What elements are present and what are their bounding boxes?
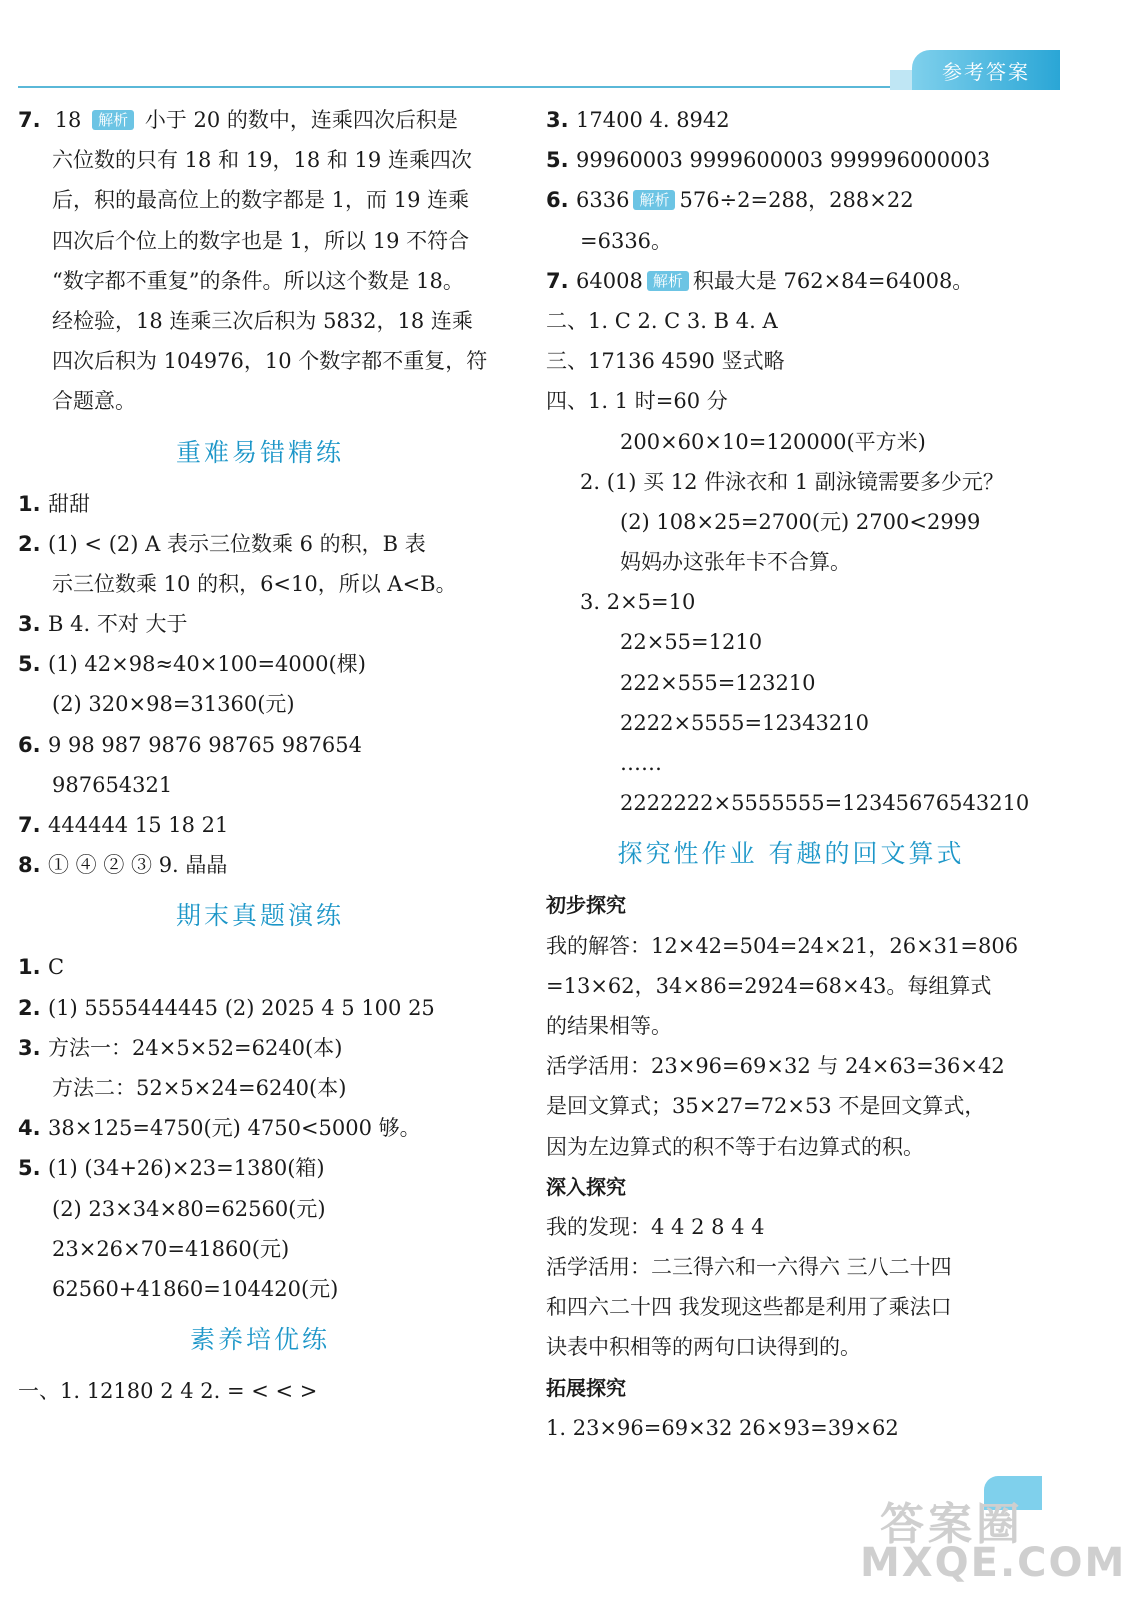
subheading: 拓展探究 bbox=[546, 1375, 626, 1400]
answer-line: 200×60×10=120000(平方米) bbox=[620, 429, 926, 454]
q7-text: 后，积的最高位上的数字都是 1，而 19 连乘 bbox=[52, 188, 470, 213]
q7-text: “数字都不重复”的条件。所以这个数是 18。 bbox=[52, 268, 464, 293]
right-column bbox=[546, 100, 1036, 1448]
answer-line bbox=[18, 988, 502, 1028]
analysis-text: 积最大是 762×84=64008。 bbox=[692, 268, 974, 293]
item-number: 3. bbox=[546, 108, 569, 132]
section-title: 探究性作业 有趣的回文算式 bbox=[617, 839, 965, 869]
answer-line: 四、1. 1 时=60 分 bbox=[546, 389, 728, 414]
subheading: 深入探究 bbox=[546, 1174, 626, 1199]
item-number: 1. bbox=[18, 491, 41, 516]
subheading: 初步探究 bbox=[546, 893, 626, 918]
paragraph-line: 活学活用：二三得六和一六得六 三八二十四 bbox=[546, 1255, 952, 1280]
item-number: 5. bbox=[546, 148, 569, 173]
item-number: 6. bbox=[546, 188, 569, 213]
answer-text: 99960003 9999600003 999996000003 bbox=[576, 148, 991, 173]
q7-text: 四次后积为 104976，10 个数字都不重复，符 bbox=[52, 349, 488, 374]
item-number: 1. bbox=[18, 955, 41, 980]
answer-line bbox=[18, 564, 502, 604]
left-column bbox=[18, 100, 502, 1411]
answer-line bbox=[18, 947, 502, 987]
header-rule bbox=[18, 86, 1028, 88]
paragraph-line: 诀表中积相等的两句口诀得到的。 bbox=[546, 1335, 861, 1360]
q7-text: 六位数的只有 18 和 19，18 和 19 连乘四次 bbox=[52, 148, 472, 173]
answer-line bbox=[18, 1189, 502, 1229]
answer-text: 444444 15 18 21 bbox=[48, 813, 229, 837]
answer-text: C bbox=[48, 955, 65, 980]
answer-line: 2. (1) 买 12 件泳衣和 1 副泳镜需要多少元？ bbox=[580, 469, 1004, 494]
item-number: 5. bbox=[18, 1156, 41, 1181]
answer-text: 62560+41860=104420(元) bbox=[52, 1276, 339, 1301]
answer-text: 23×26×70=41860(元) bbox=[52, 1236, 290, 1261]
answer-line bbox=[18, 765, 502, 805]
answer-line: …… bbox=[620, 751, 662, 775]
answer-line bbox=[18, 725, 502, 765]
answer-text: 方法一：24×5×52=6240(本) bbox=[48, 1035, 343, 1060]
answer-line bbox=[546, 221, 1036, 261]
answer-line: 2222×5555=12343210 bbox=[620, 710, 869, 735]
analysis-tag: 解析 bbox=[647, 271, 689, 291]
item-number: 8. bbox=[18, 853, 41, 878]
answer-line bbox=[18, 484, 502, 524]
paragraph-line: 是回文算式；35×27=72×53 不是回文算式， bbox=[546, 1094, 986, 1119]
item-number: 2. bbox=[18, 995, 41, 1020]
answer-line: 1. 23×96=69×32 26×93=39×62 bbox=[546, 1415, 899, 1440]
item-number: 7. bbox=[18, 813, 41, 837]
answer-text: (1) (34+26)×23=1380(箱) bbox=[48, 1156, 325, 1181]
section-title: 素养培优练 bbox=[189, 1325, 330, 1355]
answer-text: ① ④ ② ③ 9. 晶晶 bbox=[48, 853, 228, 878]
answer-line: 2222222×5555555=12345676543210 bbox=[620, 791, 1030, 816]
answer-line: 一、1. 12180 2 4 2. = < < > bbox=[18, 1379, 318, 1404]
paragraph-line: 活学活用：23×96=69×32 与 24×63=36×42 bbox=[546, 1054, 1005, 1079]
paragraph-line: 的结果相等。 bbox=[546, 1013, 672, 1038]
item-number: 5. bbox=[18, 652, 41, 677]
item-number: 3. bbox=[18, 1035, 41, 1060]
item-number: 6. bbox=[18, 732, 41, 757]
item-number: 2. bbox=[18, 531, 41, 556]
item-number: 4. bbox=[18, 1116, 41, 1141]
q7-number: 7. bbox=[18, 108, 41, 132]
answer-text: (1) < (2) A 表示三位数乘 6 的积，B 表 bbox=[48, 531, 426, 556]
answer-line bbox=[18, 524, 502, 564]
answer-key-badge: 参考答案 bbox=[912, 50, 1060, 90]
answer-text: 甜甜 bbox=[48, 491, 90, 516]
item-number: 3. bbox=[18, 612, 41, 637]
answer-text: 987654321 bbox=[52, 772, 173, 797]
analysis-tag: 解析 bbox=[633, 190, 675, 210]
answer-line: 三、17136 4590 竖式略 bbox=[546, 349, 785, 374]
answer-line bbox=[18, 805, 502, 845]
answer-line bbox=[18, 1229, 502, 1269]
answer-text: 17400 4. 8942 bbox=[576, 108, 730, 132]
answer-line: (2) 108×25=2700(元) 2700<2999 bbox=[620, 509, 981, 534]
answer-line: 妈妈办这张年卡不合算。 bbox=[620, 550, 851, 575]
item-number: 7. bbox=[546, 268, 569, 293]
paragraph-line: =13×62，34×86=2924=68×43。每组算式 bbox=[546, 973, 992, 998]
answer-text: 示三位数乘 10 的积，6<10，所以 A<B。 bbox=[52, 571, 457, 596]
watermark-url: MXQE.COM bbox=[860, 1540, 1126, 1586]
watermark-logo bbox=[860, 1488, 1126, 1596]
answer-text: (1) 5555444445 (2) 2025 4 5 100 25 bbox=[48, 995, 435, 1020]
section-title: 期末真题演练 bbox=[175, 901, 344, 931]
q7-text: 小于 20 的数中，连乘四次后积是 bbox=[144, 108, 458, 132]
answer-line bbox=[546, 140, 1036, 180]
answer-text: 64008 bbox=[576, 268, 643, 293]
watermark-text: 答案圈 bbox=[880, 1499, 1024, 1550]
paragraph-line: 因为左边算式的积不等于右边算式的积。 bbox=[546, 1134, 924, 1159]
answer-text: B 4. 不对 大于 bbox=[48, 612, 188, 637]
answer-line bbox=[546, 100, 1036, 140]
answer-line bbox=[18, 604, 502, 644]
answer-line bbox=[18, 1108, 502, 1148]
q7-text: 合题意。 bbox=[52, 389, 136, 414]
answer-text: (2) 320×98=31360(元) bbox=[52, 692, 295, 717]
answer-line: 222×555=123210 bbox=[620, 670, 816, 695]
q7-answer: 18 bbox=[54, 108, 82, 132]
answer-line: 二、1. C 2. C 3. B 4. A bbox=[546, 308, 778, 333]
answer-line: 3. 2×5=10 bbox=[580, 590, 696, 615]
answer-text: =6336。 bbox=[580, 228, 673, 253]
paragraph-line: 我的发现：4 4 2 8 4 4 bbox=[546, 1214, 765, 1239]
analysis-tag: 解析 bbox=[92, 110, 134, 130]
paragraph-line: 我的解答：12×42=504=24×21，26×31=806 bbox=[546, 933, 1019, 958]
answer-text: (1) 42×98≈40×100=4000(棵) bbox=[48, 652, 366, 677]
paragraph-line: 和四六二十四 我发现这些都是利用了乘法口 bbox=[546, 1295, 952, 1320]
answer-line bbox=[546, 261, 1036, 301]
q7-text: 四次后个位上的数字也是 1，所以 19 不符合 bbox=[52, 228, 470, 253]
q7-text: 经检验，18 连乘三次后积为 5832，18 连乘 bbox=[52, 308, 473, 333]
answer-line bbox=[18, 1148, 502, 1188]
answer-text: 方法二：52×5×24=6240(本) bbox=[52, 1075, 347, 1100]
q7-line bbox=[18, 100, 502, 140]
analysis-text: 576÷2=288，288×22 bbox=[679, 188, 914, 213]
section-title: 重难易错精练 bbox=[175, 437, 344, 467]
answer-line bbox=[18, 1028, 502, 1068]
answer-line bbox=[18, 1269, 502, 1309]
answer-line bbox=[18, 684, 502, 724]
answer-line bbox=[18, 644, 502, 684]
answer-line bbox=[546, 180, 1036, 220]
answer-line: 22×55=1210 bbox=[620, 630, 763, 655]
answer-text: (2) 23×34×80=62560(元) bbox=[52, 1196, 326, 1221]
answer-line bbox=[18, 845, 502, 885]
answer-text: 6336 bbox=[576, 188, 630, 213]
answer-text: 38×125=4750(元) 4750<5000 够。 bbox=[48, 1116, 421, 1141]
answer-text: 9 98 987 9876 98765 987654 bbox=[48, 732, 362, 757]
answer-line bbox=[18, 1068, 502, 1108]
